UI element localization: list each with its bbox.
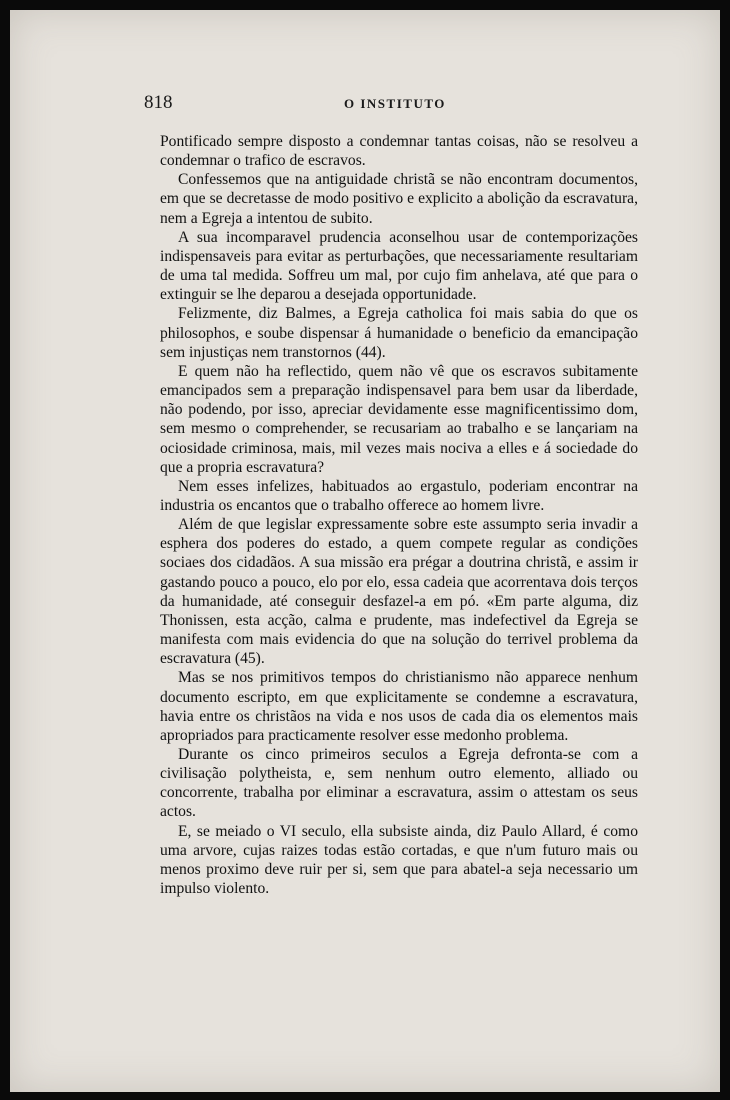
paragraph-3: A sua incomparavel prudencia aconselhou usar de contemporizações indispensaveis para evitar as perturbações, que necessariamente resultariam de uma tal medida. Soffreu um mal, por cujo fim anhelava, até que para o extinguir se lhe deparou a desejada opportunidade.: [160, 228, 638, 304]
paragraph-7: Além de que legislar expressamente sobre este assumpto seria invadir a esphera dos poderes do estado, a quem compete regular as condições sociaes dos cidadãos. A sua missão era prégar a doutrina christã, e assim ir gastando pouco a pouco, elo por elo, essa cadeia que acorrentava dois terços da humanidade, até conseguir desfazel-a em pó. «Em parte alguma, diz Thonissen, esta acção, calma e prudente, mas indefectivel da Egreja se manifesta com mais evidencia do que na solução do terrivel problema da escravatura (45).: [160, 516, 638, 668]
paragraph-10: E, se meiado o VI seculo, ella subsiste ainda, diz Paulo Allard, é como uma arvore, cujas raizes todas estão cortadas, e que n'um futuro mais ou menos proximo deve ruir per si, sem que para abatel-a seja necessario um impulso violento.: [160, 822, 638, 898]
body-text: [160, 132, 638, 898]
paragraph-1: Pontificado sempre disposto a condemnar tantas coisas, não se resolveu a condemnar o trafico de escravos.: [160, 133, 638, 170]
running-title: O INSTITUTO: [344, 96, 446, 111]
paragraph-6: Nem esses infelizes, habituados ao ergastulo, poderiam encontrar na industria os encantos que o trabalho offerece ao homem livre.: [160, 477, 638, 514]
book-page: [10, 10, 720, 1092]
paragraph-8: Mas se nos primitivos tempos do christianismo não apparece nenhum documento escripto, em que explicitamente se condemne a escravatura, havia entre os christãos na vida e nos usos de cada dia os elementos mais apropriados para practicamente resolver esse medonho problema.: [160, 669, 638, 744]
page-number: 818: [144, 92, 173, 113]
paragraph-4: Felizmente, diz Balmes, a Egreja catholica foi mais sabia do que os philosophos, e soube dispensar á humanidade o beneficio da emancipação sem injustiças nem transtornos (44).: [160, 305, 638, 361]
page-header: [144, 92, 644, 116]
paragraph-5: E quem não ha reflectido, quem não vê que os escravos subitamente emancipados sem a preparação indispensavel para bem usar da liberdade, não podendo, por isso, apreciar devidamente esse magnificentissimo dom, sem mesmo o comprehender, se recusariam ao trabalho e se lançariam na ociosidade criminosa, mais, mil vezes mais nociva a elles e á sociedade do que a propria escravatura?: [160, 362, 638, 476]
paragraph-2: Confessemos que na antiguidade christã se não encontram documentos, em que se decretasse de modo positivo e explicito a abolição da escravatura, nem a Egreja a intentou de subito.: [160, 171, 638, 227]
paragraph-9: Durante os cinco primeiros seculos a Egreja defronta-se com a civilisação polytheista, e, sem nenhum outro elemento, alliado ou concorrente, trabalha por eliminar a escravatura, assim o attestam os seus actos.: [160, 746, 638, 821]
